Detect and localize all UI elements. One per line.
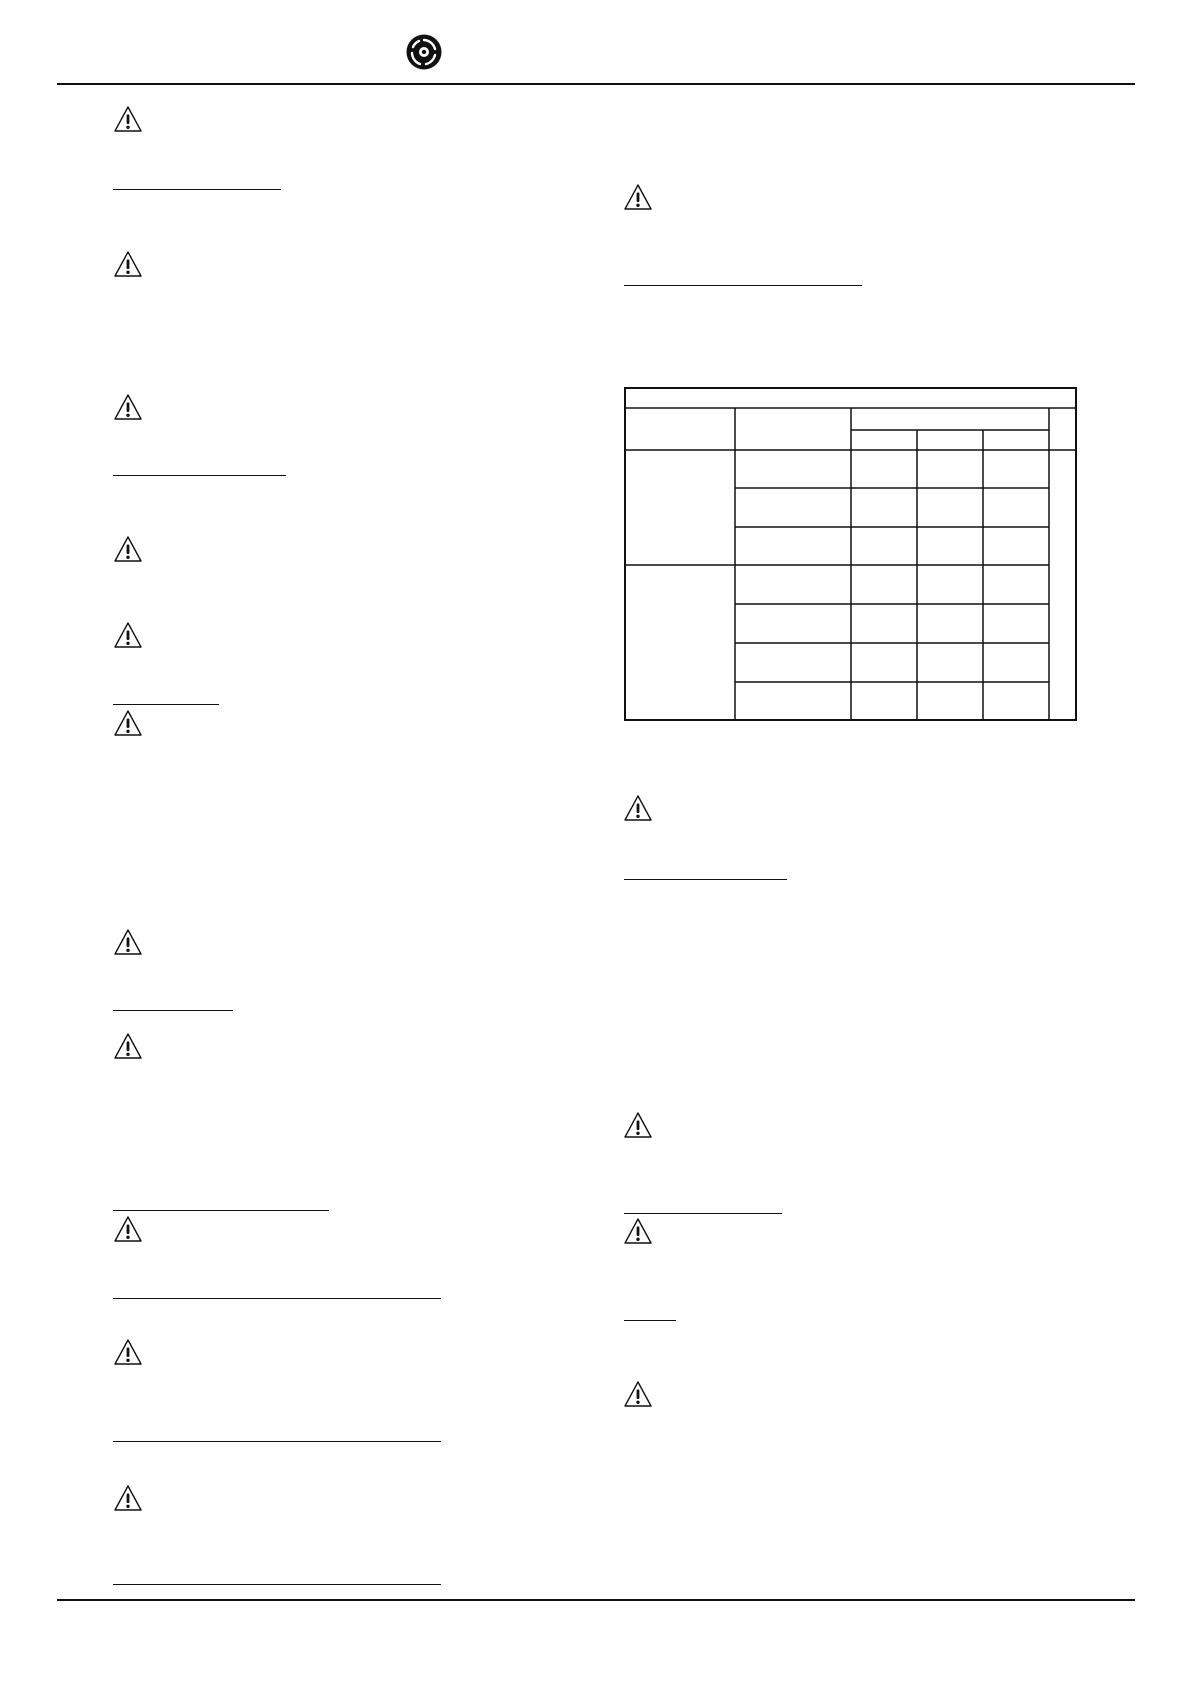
warning-triangle-icon [113, 1338, 143, 1366]
section-heading-underline [624, 1213, 782, 1214]
warning-triangle-icon [113, 393, 143, 421]
section-heading-underline [113, 1441, 441, 1442]
warning-triangle-icon [113, 1484, 143, 1512]
warning-triangle-icon [113, 621, 143, 649]
section-heading-underline [113, 475, 286, 476]
section-heading-underline [113, 1010, 233, 1011]
warning-triangle-icon [113, 928, 143, 956]
section-heading-underline [113, 1210, 329, 1211]
footer-rule [57, 1599, 1135, 1601]
warning-triangle-icon [623, 1217, 653, 1245]
warning-triangle-icon [623, 1111, 653, 1139]
section-heading-underline [624, 879, 787, 880]
warning-triangle-icon [113, 1215, 143, 1243]
warning-triangle-icon [623, 794, 653, 822]
section-heading-underline [624, 1320, 676, 1321]
warning-triangle-icon [113, 709, 143, 737]
section-heading-underline [113, 1298, 441, 1299]
section-heading-underline [113, 1584, 441, 1585]
warning-triangle-icon [623, 1380, 653, 1408]
warning-triangle-icon [113, 1032, 143, 1060]
warning-triangle-icon [113, 250, 143, 278]
section-heading-underline [113, 704, 219, 705]
warning-triangle-icon [623, 183, 653, 211]
swirl-logo-icon [405, 33, 443, 71]
warning-triangle-icon [113, 535, 143, 563]
section-heading-underline [113, 189, 281, 190]
warning-triangle-icon [113, 105, 143, 133]
section-heading-underline [624, 285, 862, 286]
header-rule [57, 83, 1135, 85]
specification-table [624, 387, 1077, 721]
